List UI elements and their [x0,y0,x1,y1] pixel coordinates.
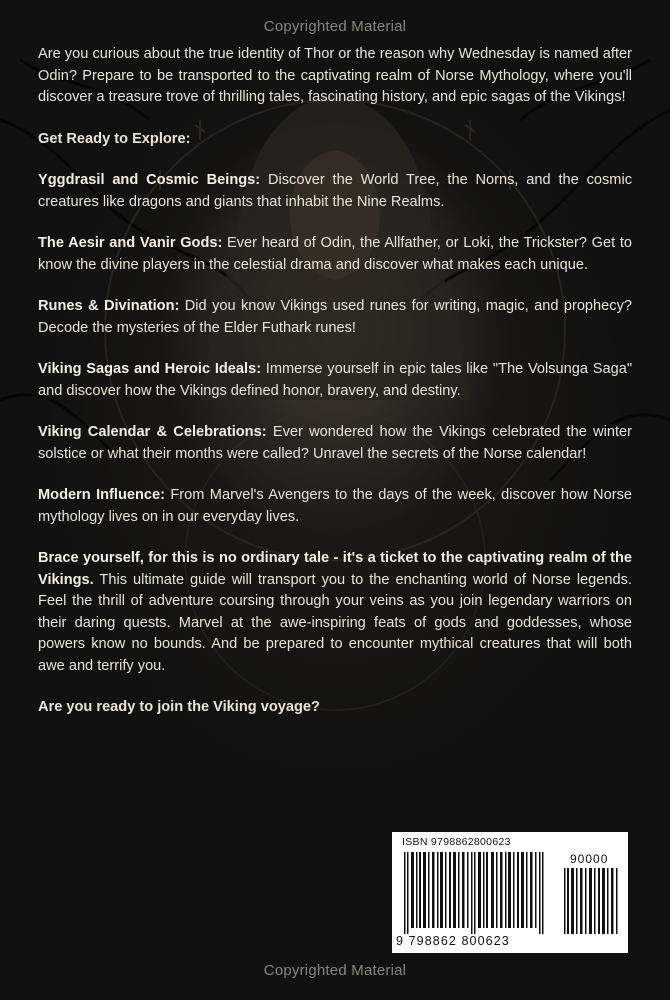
copyright-watermark-top: Copyrighted Material [263,18,407,35]
section-paragraph [38,422,632,465]
intro-paragraph: Are you curious about the true identity of Thor or the reason why Wednesday is named after Odin? Prepare to be transported to the captivating realm of Norse Mythology, where you'll discover a treasure trove of thrilling tales, fascinating history, and epic sagas of the Vikings! [38,46,632,105]
section-text: From Marvel's Avengers to the days of the week, discover how Norse mythology lives on in our everyday lives. [38,487,632,525]
section-title: Yggdrasil and Cosmic Beings: [38,172,261,188]
back-cover-text [38,44,632,739]
section-title: Runes & Divination: [38,298,180,314]
closing-bold: Brace yourself, for this is no ordinary tale - it's a ticket to the captivating realm of the Vikings. [38,550,632,588]
addon-bars [564,868,620,934]
section-title: The Aesir and Vanir Gods: [38,235,223,251]
closing-text: This ultimate guide will transport you to the enchanting world of Norse legends. Feel the thrill of adventure coursing through your veins as you join legendary warriors on their daring quests. Marvel at the awe-inspiring feats of gods and goddesses, whose powers know no bounds. And be prepared to encounter mythical creatures that will both awe and terrify you. [38,571,632,674]
section-title: Viking Calendar & Celebrations: [38,424,267,440]
section-paragraph [38,359,632,402]
ean-bars [404,852,554,934]
explore-heading: Get Ready to Explore: [38,130,191,147]
section-paragraph [38,170,632,213]
section-paragraph [38,485,632,528]
isbn-barcode [392,832,628,953]
barcode-digits: 9 798862 800623 [396,934,510,948]
section-text: Immerse yourself in epic tales like "The Volsunga Saga" and discover how the Vikings defined honor, bravery, and destiny. [38,361,633,399]
section-text: Discover the World Tree, the Norns, and the cosmic creatures like dragons and giants that inhabit the Nine Realms. [38,172,632,210]
section-text: Did you know Vikings used runes for writing, magic, and prophecy? Decode the mysteries of the Elder Futhark runes! [38,298,632,336]
section-text: Ever wondered how the Vikings celebrated the winter solstice or what their months were called? Unravel the secrets of the Norse calendar! [38,424,633,462]
section-title: Modern Influence: [38,487,165,503]
section-title: Viking Sagas and Heroic Ideals: [38,361,262,377]
section-paragraph [38,233,632,276]
section-paragraph [38,296,632,339]
section-text: Ever heard of Odin, the Allfather, or Loki, the Trickster? Get to know the divine players in the celestial drama and discover what makes each unique. [38,235,632,273]
isbn-label: ISBN 9798862800623 [402,836,511,848]
copyright-watermark-bottom: Copyrighted Material [263,962,407,979]
final-question: Are you ready to join the Viking voyage? [38,699,320,715]
price-code: 90000 [570,852,609,866]
closing-paragraph [38,548,632,677]
